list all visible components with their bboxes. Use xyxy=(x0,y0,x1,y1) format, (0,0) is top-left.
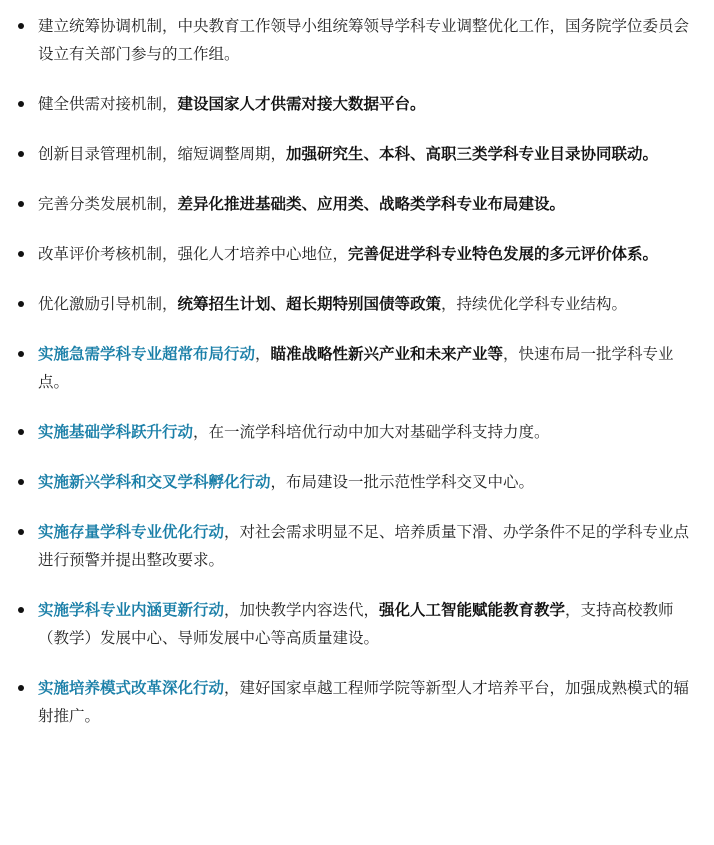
item-text: ， xyxy=(255,345,271,363)
list-item xyxy=(0,674,714,730)
item-text: ，对社会需求明显不足、培养质量下滑、办学条件不足的学科专业点进行预警并提出整改要求。 xyxy=(38,523,690,569)
item-text: ，建好国家卓越工程师学院等新型人才培养平台，加强成熟模式的辐射推广。 xyxy=(38,679,690,725)
action-link[interactable]: 实施学科专业内涵更新行动 xyxy=(38,601,225,619)
list-item xyxy=(0,12,714,68)
bullet-icon xyxy=(18,101,24,107)
bullet-icon xyxy=(18,351,24,357)
list-item xyxy=(0,518,714,574)
action-link[interactable]: 实施培养模式改革深化行动 xyxy=(38,679,225,697)
item-text: ，在一流学科培优行动中加大对基础学科支持力度。 xyxy=(193,423,550,441)
item-bold-text: 加强研究生、本科、高职三类学科专业目录协同联动。 xyxy=(286,145,659,163)
item-bold-text: 完善促进学科专业特色发展的多元评价体系。 xyxy=(348,245,659,263)
item-text: ，加快教学内容迭代， xyxy=(224,601,380,619)
list-item xyxy=(0,596,714,652)
item-bold-text: 瞄准战略性新兴产业和未来产业等 xyxy=(270,345,504,363)
list-item xyxy=(0,190,714,218)
list-item xyxy=(0,240,714,268)
item-text: 改革评价考核机制，强化人才培养中心地位， xyxy=(38,245,349,263)
list-item xyxy=(0,90,714,118)
item-text-tail: ，支持高校教师（教学）发展中心、导师发展中心等高质量建设。 xyxy=(38,601,674,647)
action-link[interactable]: 实施基础学科跃升行动 xyxy=(38,423,194,441)
bullet-icon xyxy=(18,301,24,307)
bullet-icon xyxy=(18,607,24,613)
list-item xyxy=(0,418,714,446)
item-bold-text: 差异化推进基础类、应用类、战略类学科专业布局建设。 xyxy=(177,195,566,213)
bullet-icon xyxy=(18,529,24,535)
item-bold-text: 统筹招生计划、超长期特别国债等政策 xyxy=(177,295,442,313)
item-text: 建立统筹协调机制，中央教育工作领导小组统筹领导学科专业调整优化工作，国务院学位委员会设立有关部门参与的工作组。 xyxy=(38,17,690,63)
list-item xyxy=(0,290,714,318)
item-bold-text: 强化人工智能赋能教育教学 xyxy=(379,601,566,619)
bullet-icon xyxy=(18,151,24,157)
item-text: 健全供需对接机制， xyxy=(38,95,178,113)
item-text: ，布局建设一批示范性学科交叉中心。 xyxy=(270,473,535,491)
list-item xyxy=(0,140,714,168)
bullet-icon xyxy=(18,251,24,257)
item-text-tail: ，持续优化学科专业结构。 xyxy=(441,295,628,313)
list-item xyxy=(0,340,714,396)
item-text: 创新目录管理机制，缩短调整周期， xyxy=(38,145,287,163)
bullet-icon xyxy=(18,201,24,207)
bullet-icon xyxy=(18,23,24,29)
bullet-icon xyxy=(18,685,24,691)
bullet-icon xyxy=(18,429,24,435)
item-bold-text: 建设国家人才供需对接大数据平台。 xyxy=(177,95,426,113)
item-text: 完善分类发展机制， xyxy=(38,195,178,213)
list-item xyxy=(0,468,714,496)
action-link[interactable]: 实施存量学科专业优化行动 xyxy=(38,523,225,541)
action-link[interactable]: 实施急需学科专业超常布局行动 xyxy=(38,345,256,363)
action-link[interactable]: 实施新兴学科和交叉学科孵化行动 xyxy=(38,473,271,491)
bullet-icon xyxy=(18,479,24,485)
item-text: 优化激励引导机制， xyxy=(38,295,178,313)
item-text-tail: ，快速布局一批学科专业点。 xyxy=(38,345,674,391)
